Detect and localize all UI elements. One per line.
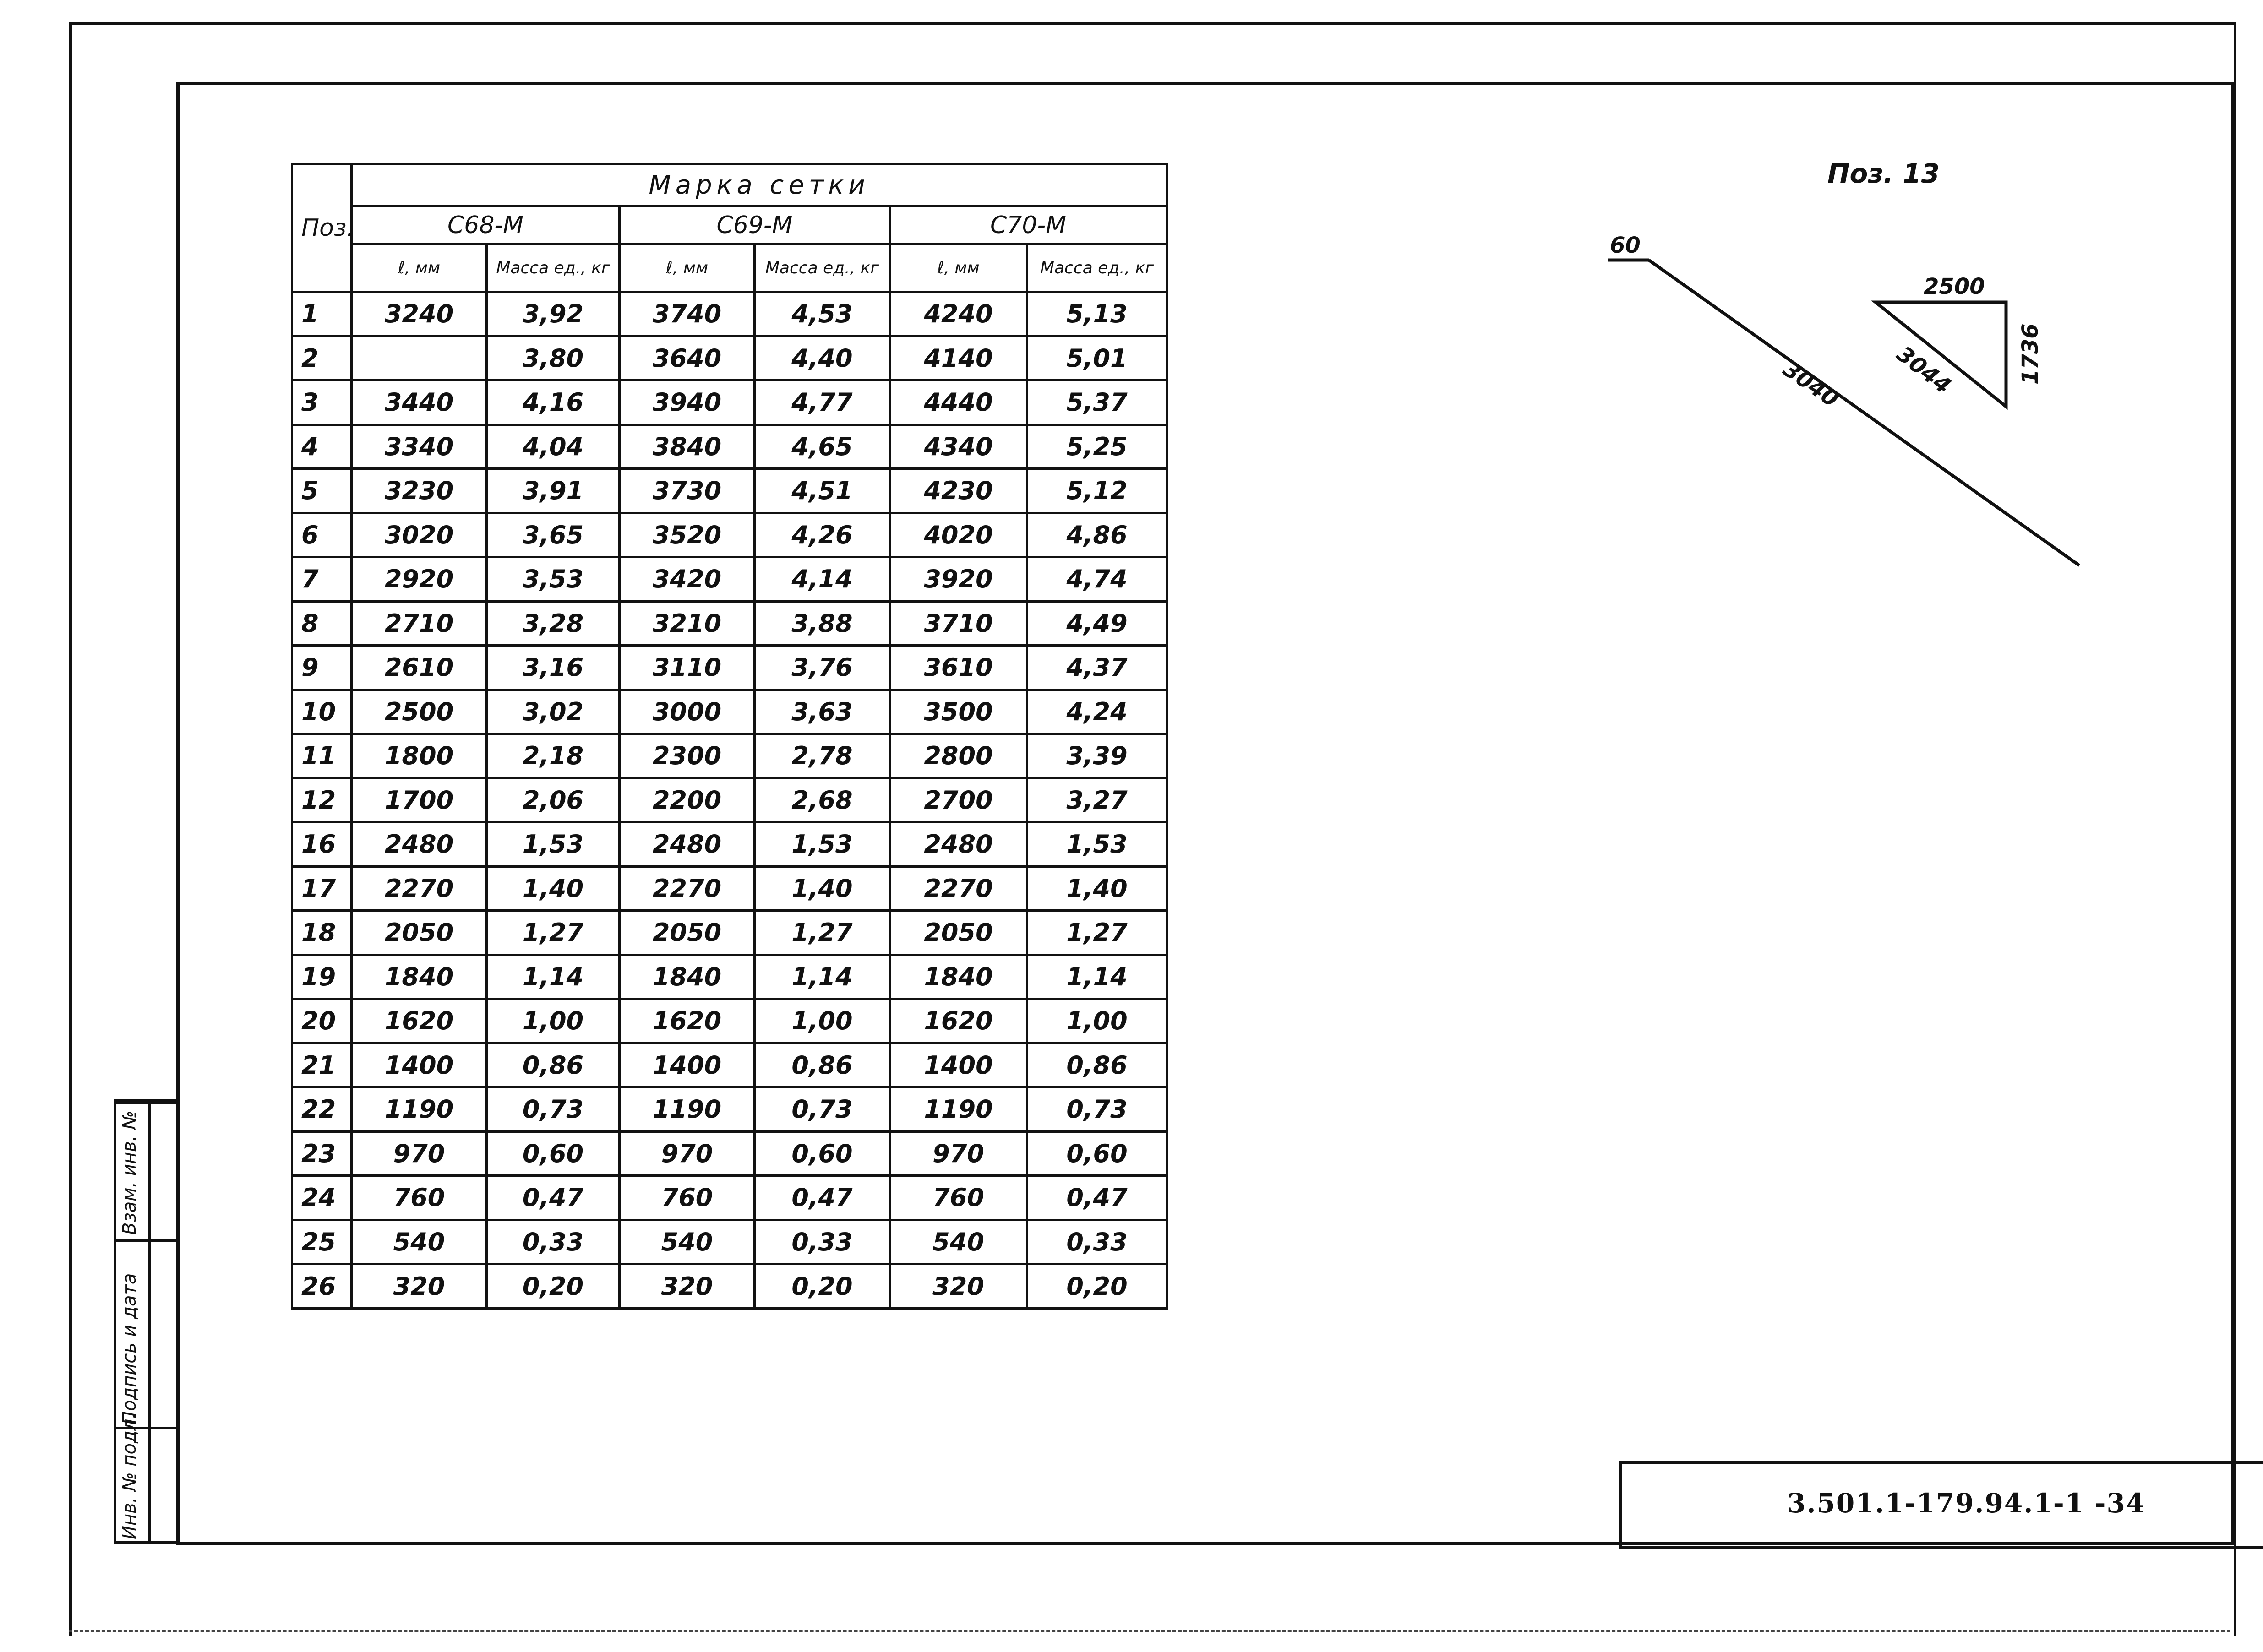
cell-c68-l: 320 [352, 1264, 487, 1309]
row-pos: 16 [292, 822, 352, 867]
cell-c70-m: 0,47 [1027, 1176, 1167, 1220]
header-brand-c69: С69-М [620, 206, 890, 245]
side-stamp [114, 1099, 180, 1544]
cell-c68-m: 1,14 [487, 955, 620, 999]
cell-c69-l: 2480 [620, 822, 755, 867]
cell-c68-l: 3440 [352, 380, 487, 425]
cell-c69-m: 0,20 [755, 1264, 890, 1309]
cell-c70-l: 2270 [890, 866, 1027, 911]
table-row [292, 1176, 1167, 1220]
cell-c69-l: 2270 [620, 866, 755, 911]
cell-c68-m: 3,16 [487, 646, 620, 690]
cell-c69-l: 3110 [620, 646, 755, 690]
cell-c68-m: 3,53 [487, 557, 620, 602]
row-pos: 5 [292, 469, 352, 513]
cell-c69-l: 2300 [620, 734, 755, 778]
cell-c68-m: 0,47 [487, 1176, 620, 1220]
side-stamp-substitute-label: Взам. инв. № [119, 1110, 140, 1235]
header-pos: Поз. [292, 164, 352, 292]
cell-c70-l: 4140 [890, 336, 1027, 380]
dim-hook-label: 60 [1610, 233, 1641, 258]
row-pos: 19 [292, 955, 352, 999]
cell-c68-l [352, 336, 487, 380]
cell-c70-m: 3,39 [1027, 734, 1167, 778]
cell-c69-m: 2,68 [755, 778, 890, 822]
header-length-c69: ℓ, мм [620, 245, 755, 292]
cell-c69-l: 3000 [620, 690, 755, 734]
cell-c68-l: 1400 [352, 1043, 487, 1087]
cell-c69-m: 1,00 [755, 999, 890, 1043]
header-mass-c69: Масса ед., кг [755, 245, 890, 292]
table-row [292, 822, 1167, 867]
title-block [1619, 1461, 2263, 1549]
cell-c70-l: 3710 [890, 601, 1027, 646]
cell-c68-l: 970 [352, 1131, 487, 1176]
cell-c68-l: 3240 [352, 292, 487, 337]
bar-line [1649, 260, 2079, 565]
cell-c70-l: 1190 [890, 1087, 1027, 1132]
cell-c70-m: 1,00 [1027, 999, 1167, 1043]
cell-c70-m: 1,27 [1027, 911, 1167, 955]
cell-c69-m: 4,14 [755, 557, 890, 602]
table-row [292, 646, 1167, 690]
cell-c68-m: 4,04 [487, 424, 620, 469]
cell-c68-l: 2610 [352, 646, 487, 690]
cell-c70-l: 1620 [890, 999, 1027, 1043]
cell-c69-m: 4,77 [755, 380, 890, 425]
header-length-c68: ℓ, мм [352, 245, 487, 292]
table-row [292, 424, 1167, 469]
cell-c70-m: 5,01 [1027, 336, 1167, 380]
cell-c69-m: 2,78 [755, 734, 890, 778]
cell-c68-m: 0,86 [487, 1043, 620, 1087]
table-row [292, 601, 1167, 646]
dim-triangle-hyp-label: 3044 [1892, 341, 1956, 399]
cell-c69-m: 4,40 [755, 336, 890, 380]
dim-bar-label: 3040 [1778, 356, 1843, 413]
cell-c68-m: 2,18 [487, 734, 620, 778]
row-pos: 11 [292, 734, 352, 778]
cell-c70-m: 4,74 [1027, 557, 1167, 602]
detail-title: Поз. 13 [1827, 158, 1940, 189]
cell-c69-l: 760 [620, 1176, 755, 1220]
row-pos: 17 [292, 866, 352, 911]
cell-c69-m: 1,14 [755, 955, 890, 999]
cell-c70-l: 320 [890, 1264, 1027, 1309]
cell-c70-l: 3500 [890, 690, 1027, 734]
cell-c70-l: 4020 [890, 513, 1027, 557]
cell-c68-m: 1,00 [487, 999, 620, 1043]
cell-c68-l: 1700 [352, 778, 487, 822]
cell-c70-m: 4,24 [1027, 690, 1167, 734]
table-row [292, 513, 1167, 557]
cell-c70-l: 1840 [890, 955, 1027, 999]
cell-c70-m: 0,20 [1027, 1264, 1167, 1309]
row-pos: 4 [292, 424, 352, 469]
cell-c69-l: 320 [620, 1264, 755, 1309]
header-brand-c70: С70-М [890, 206, 1167, 245]
row-pos: 20 [292, 999, 352, 1043]
cell-c69-l: 540 [620, 1220, 755, 1264]
table-row [292, 1264, 1167, 1309]
cell-c70-l: 3610 [890, 646, 1027, 690]
cell-c69-l: 970 [620, 1131, 755, 1176]
cell-c69-l: 3730 [620, 469, 755, 513]
cell-c70-l: 1400 [890, 1043, 1027, 1087]
table-row [292, 469, 1167, 513]
cell-c68-l: 3020 [352, 513, 487, 557]
cell-c68-m: 4,16 [487, 380, 620, 425]
cell-c68-m: 0,33 [487, 1220, 620, 1264]
cell-c70-m: 5,25 [1027, 424, 1167, 469]
header-mass-c70: Масса ед., кг [1027, 245, 1167, 292]
cell-c70-l: 2480 [890, 822, 1027, 867]
cell-c68-l: 2920 [352, 557, 487, 602]
cell-c68-l: 1840 [352, 955, 487, 999]
row-pos: 23 [292, 1131, 352, 1176]
cell-c69-m: 0,73 [755, 1087, 890, 1132]
row-pos: 21 [292, 1043, 352, 1087]
cell-c68-m: 0,60 [487, 1131, 620, 1176]
cell-c70-l: 970 [890, 1131, 1027, 1176]
cell-c69-l: 2050 [620, 911, 755, 955]
cell-c70-l: 540 [890, 1220, 1027, 1264]
table-row [292, 1131, 1167, 1176]
cell-c70-m: 5,12 [1027, 469, 1167, 513]
cell-c68-m: 1,40 [487, 866, 620, 911]
cell-c69-l: 1620 [620, 999, 755, 1043]
cell-c70-m: 4,37 [1027, 646, 1167, 690]
cell-c69-m: 4,26 [755, 513, 890, 557]
cell-c68-l: 1190 [352, 1087, 487, 1132]
cell-c69-l: 3210 [620, 601, 755, 646]
table-row [292, 336, 1167, 380]
cell-c69-l: 3520 [620, 513, 755, 557]
cell-c69-m: 4,53 [755, 292, 890, 337]
row-pos: 25 [292, 1220, 352, 1264]
cell-c68-m: 1,53 [487, 822, 620, 867]
cell-c68-l: 1620 [352, 999, 487, 1043]
cell-c68-m: 2,06 [487, 778, 620, 822]
row-pos: 10 [292, 690, 352, 734]
header-brand-c68: С68-М [352, 206, 620, 245]
cell-c70-l: 3920 [890, 557, 1027, 602]
cell-c70-m: 3,27 [1027, 778, 1167, 822]
table-row [292, 292, 1167, 337]
cell-c69-m: 4,65 [755, 424, 890, 469]
cell-c69-l: 1400 [620, 1043, 755, 1087]
cell-c69-m: 4,51 [755, 469, 890, 513]
cell-c70-l: 4240 [890, 292, 1027, 337]
cell-c70-m: 4,49 [1027, 601, 1167, 646]
cell-c70-m: 0,86 [1027, 1043, 1167, 1087]
side-stamp-cell-substitute [116, 1102, 180, 1242]
side-stamp-inventory-label: Инв. № подл. [119, 1413, 140, 1539]
row-pos: 9 [292, 646, 352, 690]
cell-c68-l: 760 [352, 1176, 487, 1220]
cell-c68-m: 3,92 [487, 292, 620, 337]
document-code: 3.501.1-179.94.1-1 -34 [1787, 1488, 2146, 1519]
outer-frame-bottom-edge [69, 1630, 2230, 1632]
cell-c69-l: 3940 [620, 380, 755, 425]
cell-c69-m: 0,86 [755, 1043, 890, 1087]
cell-c70-m: 1,40 [1027, 866, 1167, 911]
row-pos: 8 [292, 601, 352, 646]
table-row [292, 866, 1167, 911]
row-pos: 12 [292, 778, 352, 822]
row-pos: 3 [292, 380, 352, 425]
table-row [292, 999, 1167, 1043]
cell-c68-l: 540 [352, 1220, 487, 1264]
cell-c69-l: 1190 [620, 1087, 755, 1132]
cell-c70-l: 2700 [890, 778, 1027, 822]
cell-c68-l: 2500 [352, 690, 487, 734]
table-row [292, 911, 1167, 955]
row-pos: 18 [292, 911, 352, 955]
table-row [292, 778, 1167, 822]
table-row [292, 380, 1167, 425]
cell-c68-m: 3,80 [487, 336, 620, 380]
cell-c68-m: 3,28 [487, 601, 620, 646]
table-row [292, 1043, 1167, 1087]
cell-c68-l: 2710 [352, 601, 487, 646]
cell-c70-m: 4,86 [1027, 513, 1167, 557]
mesh-spec-rows [292, 292, 1167, 1309]
cell-c70-l: 4230 [890, 469, 1027, 513]
cell-c69-m: 1,53 [755, 822, 890, 867]
cell-c69-l: 3740 [620, 292, 755, 337]
cell-c69-l: 3640 [620, 336, 755, 380]
row-pos: 26 [292, 1264, 352, 1309]
row-pos: 1 [292, 292, 352, 337]
table-row [292, 1220, 1167, 1264]
side-stamp-cell-signature [116, 1239, 180, 1429]
cell-c70-l: 760 [890, 1176, 1027, 1220]
cell-c68-m: 3,91 [487, 469, 620, 513]
cell-c70-m: 0,33 [1027, 1220, 1167, 1264]
header-mesh-brand: Марка сетки [352, 164, 1167, 206]
cell-c69-m: 3,88 [755, 601, 890, 646]
header-length-c70: ℓ, мм [890, 245, 1027, 292]
row-pos: 24 [292, 1176, 352, 1220]
cell-c69-l: 3420 [620, 557, 755, 602]
cell-c69-m: 1,27 [755, 911, 890, 955]
cell-c69-m: 0,60 [755, 1131, 890, 1176]
table-row [292, 955, 1167, 999]
cell-c68-m: 3,65 [487, 513, 620, 557]
header-mass-c68: Масса ед., кг [487, 245, 620, 292]
cell-c70-m: 0,60 [1027, 1131, 1167, 1176]
row-pos: 2 [292, 336, 352, 380]
cell-c69-m: 0,47 [755, 1176, 890, 1220]
cell-c68-l: 3230 [352, 469, 487, 513]
side-stamp-cell-inventory [116, 1413, 180, 1544]
dim-triangle-top-label: 2500 [1924, 274, 1985, 299]
cell-c70-l: 2050 [890, 911, 1027, 955]
cell-c68-m: 0,20 [487, 1264, 620, 1309]
cell-c68-l: 1800 [352, 734, 487, 778]
detail-sketch [1594, 238, 2098, 577]
cell-c70-m: 5,37 [1027, 380, 1167, 425]
cell-c70-l: 4440 [890, 380, 1027, 425]
cell-c69-m: 1,40 [755, 866, 890, 911]
cell-c68-m: 1,27 [487, 911, 620, 955]
table-row [292, 1087, 1167, 1132]
cell-c70-m: 1,14 [1027, 955, 1167, 999]
side-stamp-signature-label: Подпись и дата [119, 1273, 140, 1425]
cell-c70-l: 4340 [890, 424, 1027, 469]
row-pos: 22 [292, 1087, 352, 1132]
cell-c70-m: 5,13 [1027, 292, 1167, 337]
cell-c70-l: 2800 [890, 734, 1027, 778]
table-row [292, 690, 1167, 734]
cell-c68-l: 2480 [352, 822, 487, 867]
mesh-spec-table [291, 163, 1168, 1310]
cell-c69-l: 2200 [620, 778, 755, 822]
table-row [292, 734, 1167, 778]
cell-c70-m: 0,73 [1027, 1087, 1167, 1132]
row-pos: 7 [292, 557, 352, 602]
row-pos: 6 [292, 513, 352, 557]
cell-c69-m: 3,63 [755, 690, 890, 734]
cell-c69-m: 0,33 [755, 1220, 890, 1264]
cell-c68-m: 0,73 [487, 1087, 620, 1132]
cell-c69-m: 3,76 [755, 646, 890, 690]
table-row [292, 557, 1167, 602]
cell-c68-l: 2270 [352, 866, 487, 911]
cell-c68-m: 3,02 [487, 690, 620, 734]
cell-c70-m: 1,53 [1027, 822, 1167, 867]
cell-c68-l: 3340 [352, 424, 487, 469]
cell-c69-l: 1840 [620, 955, 755, 999]
cell-c69-l: 3840 [620, 424, 755, 469]
cell-c68-l: 2050 [352, 911, 487, 955]
dim-triangle-side-label: 1736 [2018, 323, 2043, 385]
